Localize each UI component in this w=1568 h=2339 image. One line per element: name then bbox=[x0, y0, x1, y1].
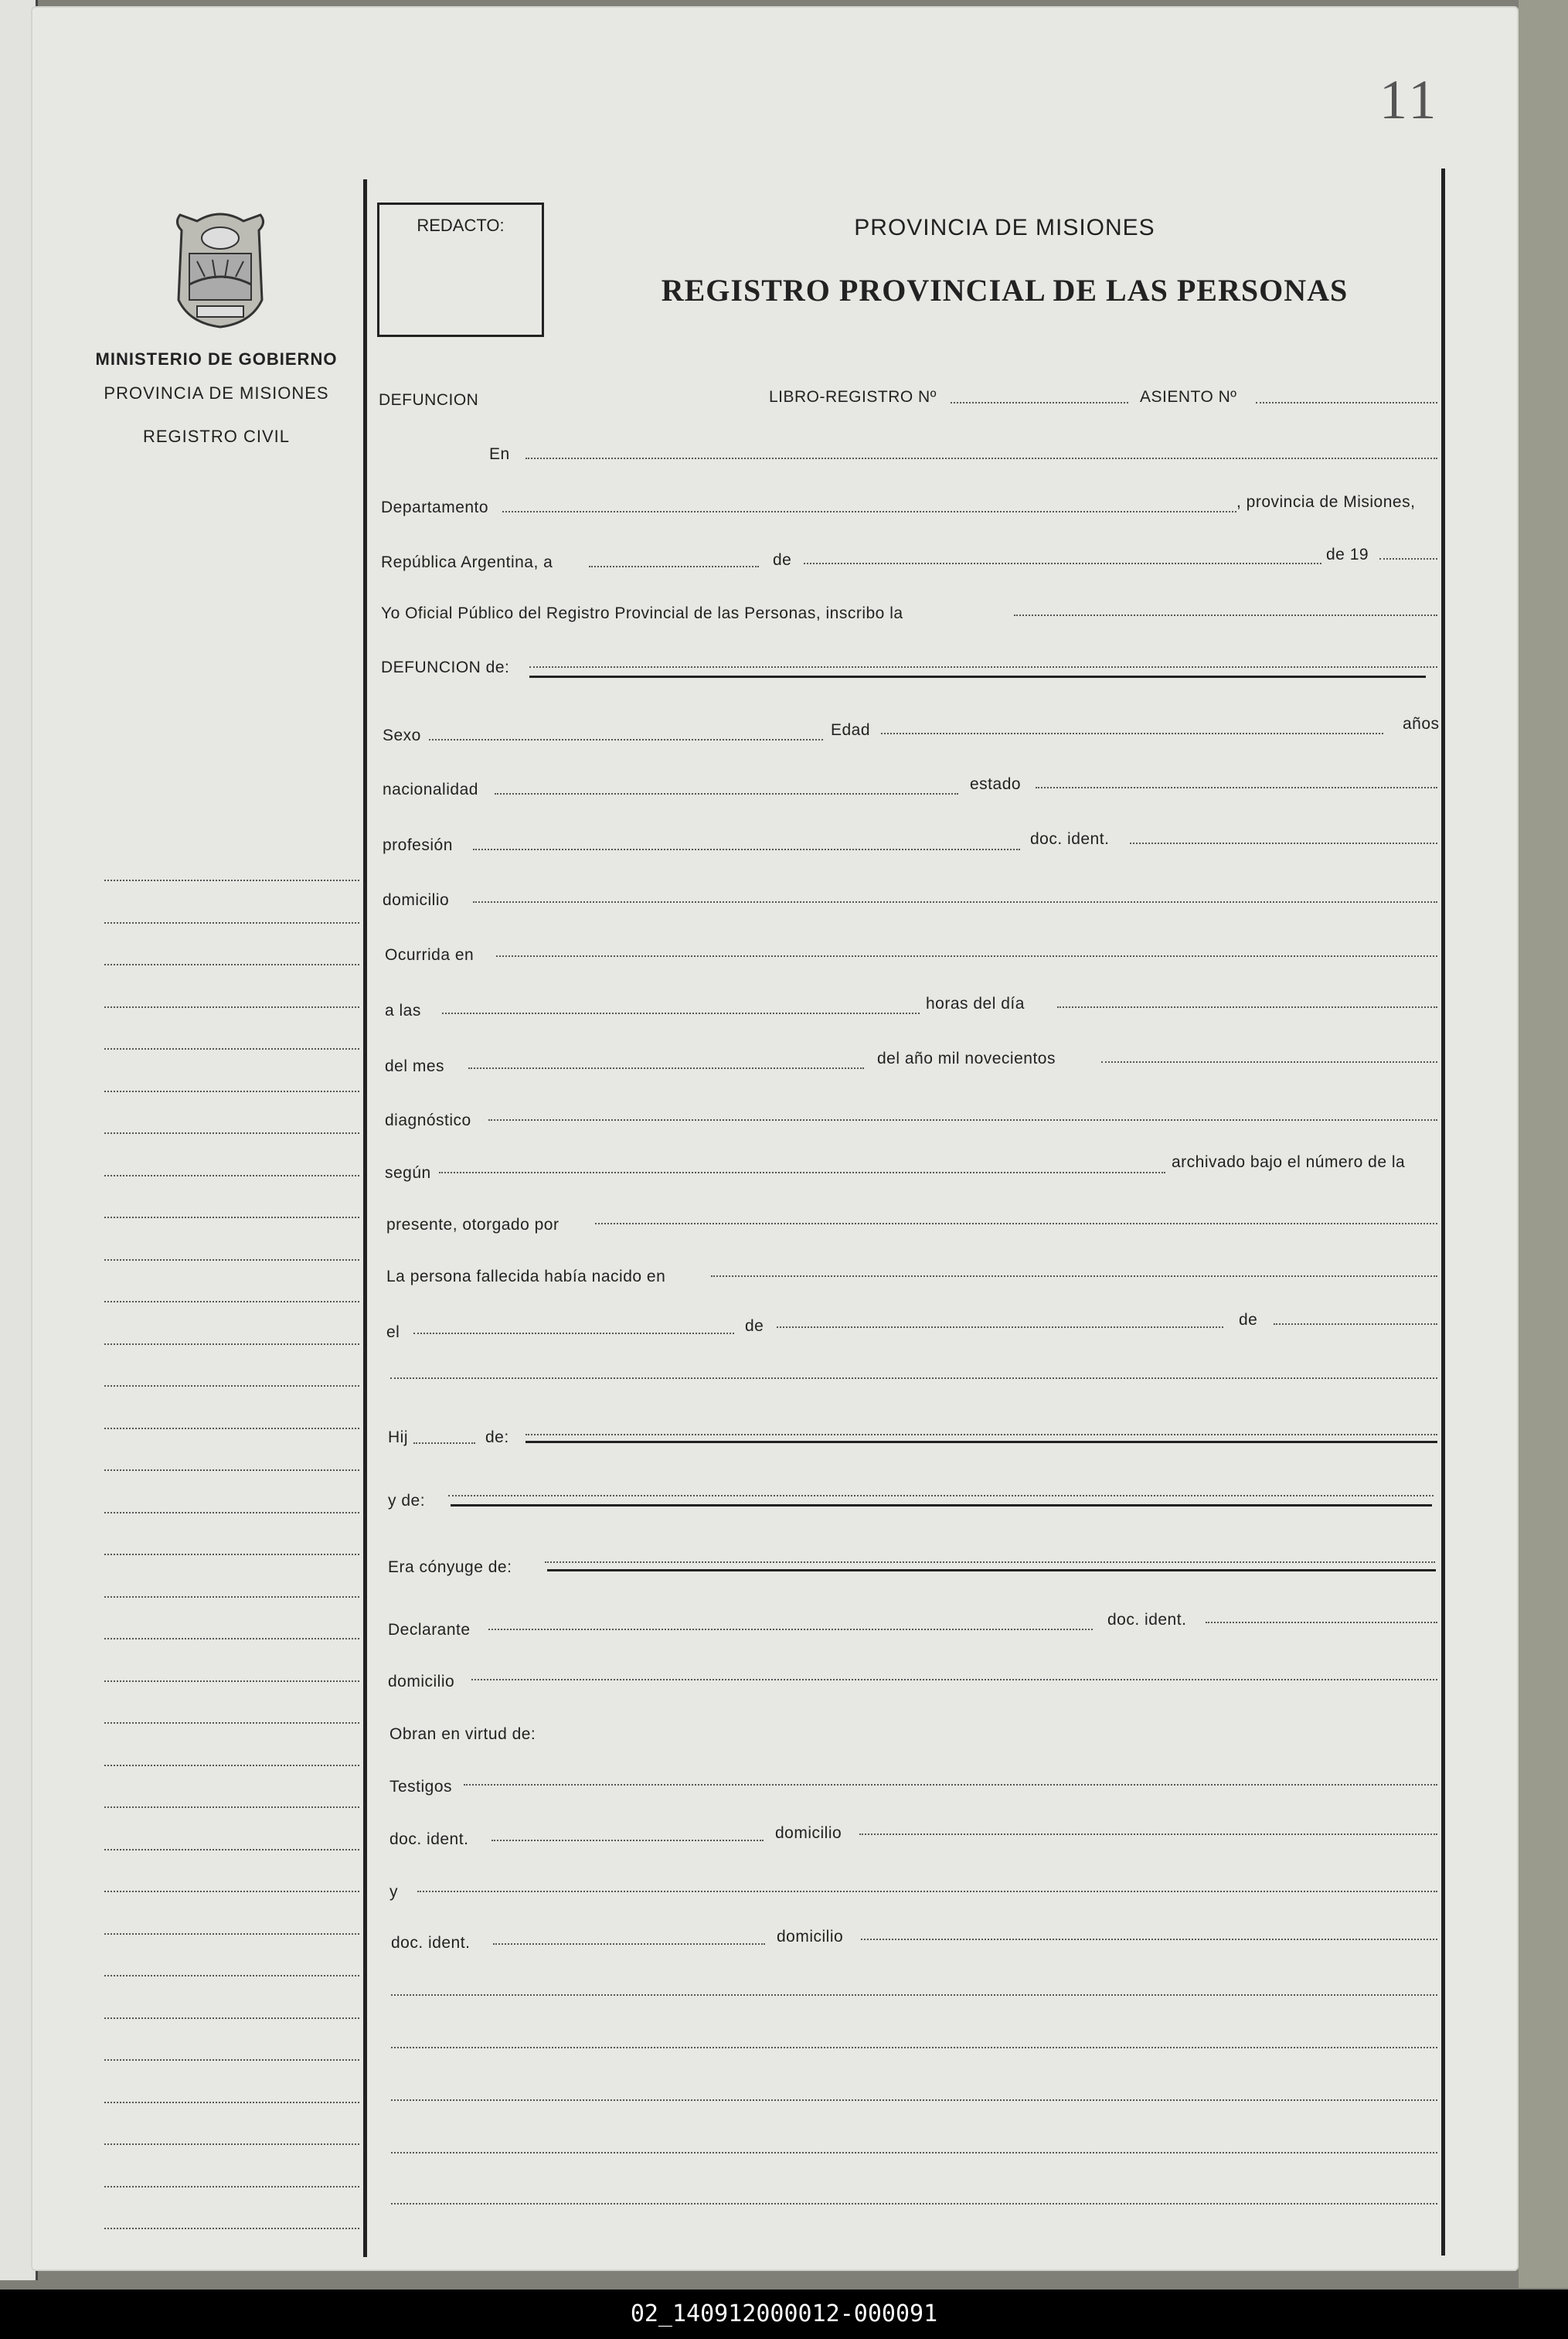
redacto-box bbox=[377, 203, 544, 337]
yo-oficial-text: Yo Oficial Público del Registro Provincial de las Personas, inscribo la bbox=[381, 604, 903, 622]
hora-field[interactable] bbox=[442, 1013, 920, 1014]
doc-ident-field-1[interactable] bbox=[1130, 843, 1437, 844]
margin-note-line[interactable] bbox=[104, 1849, 359, 1850]
doc-ident-label-4: doc. ident. bbox=[391, 1934, 471, 1952]
observaciones-line-1[interactable] bbox=[391, 1994, 1437, 1996]
libro-registro-label: LIBRO-REGISTRO Nº bbox=[769, 388, 937, 406]
hij-suffix-field[interactable] bbox=[413, 1442, 475, 1444]
margin-note-line[interactable] bbox=[104, 1933, 359, 1935]
margin-note-line[interactable] bbox=[104, 1554, 359, 1555]
margin-note-line[interactable] bbox=[104, 1765, 359, 1766]
nacionalidad-field[interactable] bbox=[495, 793, 958, 795]
domicilio-label-3: domicilio bbox=[775, 1824, 842, 1842]
observaciones-line-5[interactable] bbox=[391, 2203, 1437, 2205]
madre-dotted bbox=[448, 1495, 1434, 1496]
archivado-label: archivado bajo el número de la bbox=[1172, 1153, 1406, 1171]
page-number: 11 bbox=[1379, 69, 1440, 131]
testigos-label: Testigos bbox=[389, 1778, 453, 1796]
edad-label: Edad bbox=[831, 721, 871, 739]
era-conyuge-label: Era cónyuge de: bbox=[388, 1558, 512, 1576]
margin-note-line[interactable] bbox=[104, 922, 359, 924]
margin-note-line[interactable] bbox=[104, 1048, 359, 1050]
y-label: y bbox=[389, 1883, 398, 1901]
asiento-label: ASIENTO Nº bbox=[1140, 388, 1237, 406]
defuncion-label: DEFUNCION bbox=[379, 391, 479, 409]
margin-note-line[interactable] bbox=[104, 1301, 359, 1302]
en-field[interactable] bbox=[526, 458, 1437, 459]
mes-field[interactable] bbox=[804, 563, 1321, 564]
nacionalidad-label: nacionalidad bbox=[383, 781, 478, 798]
departamento-label: Departamento bbox=[381, 499, 489, 516]
province-title: PROVINCIA DE MISIONES bbox=[854, 215, 1155, 240]
presente-label: presente, otorgado por bbox=[386, 1216, 560, 1234]
margin-note-line[interactable] bbox=[104, 1217, 359, 1218]
fecha-nac-mes-field[interactable] bbox=[777, 1326, 1223, 1328]
sexo-field[interactable] bbox=[429, 739, 823, 741]
domicilio-label-1: domicilio bbox=[383, 891, 450, 909]
ocurrida-en-label: Ocurrida en bbox=[385, 946, 474, 964]
right-margin-rule bbox=[1441, 169, 1445, 2256]
margin-note-line[interactable] bbox=[104, 1469, 359, 1471]
fecha-nac-dia-field[interactable] bbox=[413, 1333, 734, 1334]
padre-dotted bbox=[526, 1434, 1437, 1435]
doc-ident-label-2: doc. ident. bbox=[1107, 1611, 1187, 1629]
margin-note-line[interactable] bbox=[104, 2143, 359, 2145]
observaciones-line-4[interactable] bbox=[391, 2152, 1437, 2153]
doc-ident-label-3: doc. ident. bbox=[389, 1830, 469, 1848]
declarante-label: Declarante bbox=[388, 1621, 471, 1639]
fecha-nac-ano-field[interactable] bbox=[1274, 1323, 1437, 1325]
departamento-field[interactable] bbox=[502, 511, 1236, 512]
margin-note-line[interactable] bbox=[104, 1132, 359, 1134]
doc-ident-field-2[interactable] bbox=[1206, 1622, 1437, 1623]
estado-label: estado bbox=[970, 775, 1022, 793]
obran-label: Obran en virtud de: bbox=[389, 1725, 536, 1743]
margin-note-line[interactable] bbox=[104, 2059, 359, 2061]
doc-ident-field-4[interactable] bbox=[493, 1943, 765, 1945]
margin-note-line[interactable] bbox=[104, 1091, 359, 1092]
inscribo-field[interactable] bbox=[1014, 615, 1437, 616]
redacto-label: REDACTO: bbox=[417, 216, 505, 235]
domicilio-label-4: domicilio bbox=[777, 1928, 844, 1946]
diagnostico-field[interactable] bbox=[488, 1119, 1437, 1121]
form-page bbox=[31, 6, 1519, 2271]
doc-ident-label-1: doc. ident. bbox=[1030, 830, 1110, 848]
margin-note-line[interactable] bbox=[104, 1259, 359, 1261]
ano-field[interactable] bbox=[1379, 558, 1437, 560]
hij-label: Hij bbox=[388, 1428, 408, 1446]
margin-note-line[interactable] bbox=[104, 1722, 359, 1724]
archive-footer-id: 02_140912000012-000091 bbox=[0, 2290, 1568, 2339]
de-label-3: de bbox=[1239, 1311, 1258, 1329]
margin-note-line[interactable] bbox=[104, 1428, 359, 1429]
y-de-label: y de: bbox=[388, 1492, 426, 1510]
conyuge-dotted bbox=[545, 1561, 1435, 1563]
anos-label: años bbox=[1403, 715, 1440, 733]
provincia-misiones-label: , provincia de Misiones, bbox=[1236, 493, 1416, 511]
margin-note-line[interactable] bbox=[104, 1512, 359, 1513]
edad-field[interactable] bbox=[881, 733, 1383, 734]
segun-label: según bbox=[385, 1164, 431, 1182]
margin-note-line[interactable] bbox=[104, 1175, 359, 1176]
segun-field[interactable] bbox=[439, 1172, 1165, 1173]
persona-fallecida-label: La persona fallecida había nacido en bbox=[386, 1268, 666, 1285]
libro-registro-field[interactable] bbox=[951, 402, 1128, 403]
ministry-heading: MINISTERIO DE GOBIERNO bbox=[95, 349, 338, 369]
padre-field[interactable] bbox=[526, 1441, 1437, 1443]
margin-note-line[interactable] bbox=[104, 1891, 359, 1892]
defuncion-de-label: DEFUNCION de: bbox=[381, 659, 510, 676]
margin-note-line[interactable] bbox=[104, 2017, 359, 2019]
hij-de-label: de: bbox=[485, 1428, 509, 1446]
margin-note-line[interactable] bbox=[104, 2228, 359, 2229]
testigos-field[interactable] bbox=[464, 1784, 1437, 1786]
domicilio-field-4[interactable] bbox=[861, 1939, 1437, 1940]
margin-note-line[interactable] bbox=[104, 1385, 359, 1387]
margin-note-line[interactable] bbox=[104, 1343, 359, 1345]
observaciones-line-3[interactable] bbox=[391, 2099, 1437, 2101]
registry-title: REGISTRO PROVINCIAL DE LAS PERSONAS bbox=[661, 273, 1349, 308]
testigo-2-field[interactable] bbox=[417, 1891, 1437, 1892]
domicilio-field-3[interactable] bbox=[859, 1833, 1437, 1835]
de19-label: de 19 bbox=[1326, 546, 1369, 563]
horas-del-dia-label: horas del día bbox=[926, 995, 1025, 1013]
profesion-label: profesión bbox=[383, 836, 453, 854]
a-las-label: a las bbox=[385, 1002, 421, 1020]
domicilio-field-1[interactable] bbox=[473, 901, 1437, 903]
del-mes-label: del mes bbox=[385, 1057, 445, 1075]
difunto-name-dotted bbox=[529, 666, 1437, 668]
margin-note-line[interactable] bbox=[104, 2102, 359, 2103]
margin-note-line[interactable] bbox=[104, 1006, 359, 1008]
margin-note-line[interactable] bbox=[104, 2186, 359, 2187]
ocurrida-en-field[interactable] bbox=[496, 955, 1437, 957]
diagnostico-label: diagnóstico bbox=[385, 1112, 471, 1129]
provincial-seal-icon bbox=[166, 207, 274, 331]
otorgado-por-field[interactable] bbox=[595, 1223, 1437, 1224]
conyuge-field[interactable] bbox=[547, 1569, 1436, 1571]
del-ano-label: del año mil novecientos bbox=[877, 1050, 1056, 1067]
en-label: En bbox=[489, 445, 510, 463]
dia-muerte-field[interactable] bbox=[1057, 1006, 1437, 1008]
profesion-field[interactable] bbox=[473, 849, 1020, 850]
observaciones-line-2[interactable] bbox=[391, 2047, 1437, 2048]
de-label-2: de bbox=[745, 1317, 764, 1335]
dia-field[interactable] bbox=[589, 566, 759, 567]
estado-field[interactable] bbox=[1036, 787, 1437, 788]
lugar-nacimiento-field[interactable] bbox=[711, 1275, 1437, 1277]
domicilio-label-2: domicilio bbox=[388, 1673, 455, 1690]
domicilio-field-2[interactable] bbox=[471, 1679, 1437, 1680]
extra-line-field[interactable] bbox=[390, 1377, 1437, 1379]
margin-note-line[interactable] bbox=[104, 1638, 359, 1639]
madre-field[interactable] bbox=[451, 1504, 1432, 1507]
margin-note-line[interactable] bbox=[104, 1680, 359, 1682]
el-label: el bbox=[386, 1323, 400, 1341]
margin-note-line[interactable] bbox=[104, 964, 359, 965]
mes-muerte-field[interactable] bbox=[468, 1067, 864, 1069]
ano-muerte-field[interactable] bbox=[1101, 1061, 1437, 1063]
difunto-name-field[interactable] bbox=[529, 676, 1426, 678]
doc-ident-field-3[interactable] bbox=[491, 1840, 764, 1841]
de-label-1: de bbox=[773, 551, 792, 569]
declarante-field[interactable] bbox=[488, 1629, 1093, 1630]
margin-note-line[interactable] bbox=[104, 1975, 359, 1976]
book-cover-edge bbox=[1519, 0, 1568, 2288]
margin-note-line[interactable] bbox=[104, 880, 359, 881]
registry-heading: REGISTRO CIVIL bbox=[142, 427, 291, 446]
sexo-label: Sexo bbox=[383, 727, 421, 744]
province-heading: PROVINCIA DE MISIONES bbox=[104, 383, 329, 403]
asiento-field[interactable] bbox=[1256, 402, 1437, 403]
margin-note-line[interactable] bbox=[104, 1596, 359, 1598]
republica-label: República Argentina, a bbox=[381, 553, 553, 571]
left-margin-rule bbox=[363, 179, 367, 2257]
margin-note-line[interactable] bbox=[104, 1806, 359, 1808]
